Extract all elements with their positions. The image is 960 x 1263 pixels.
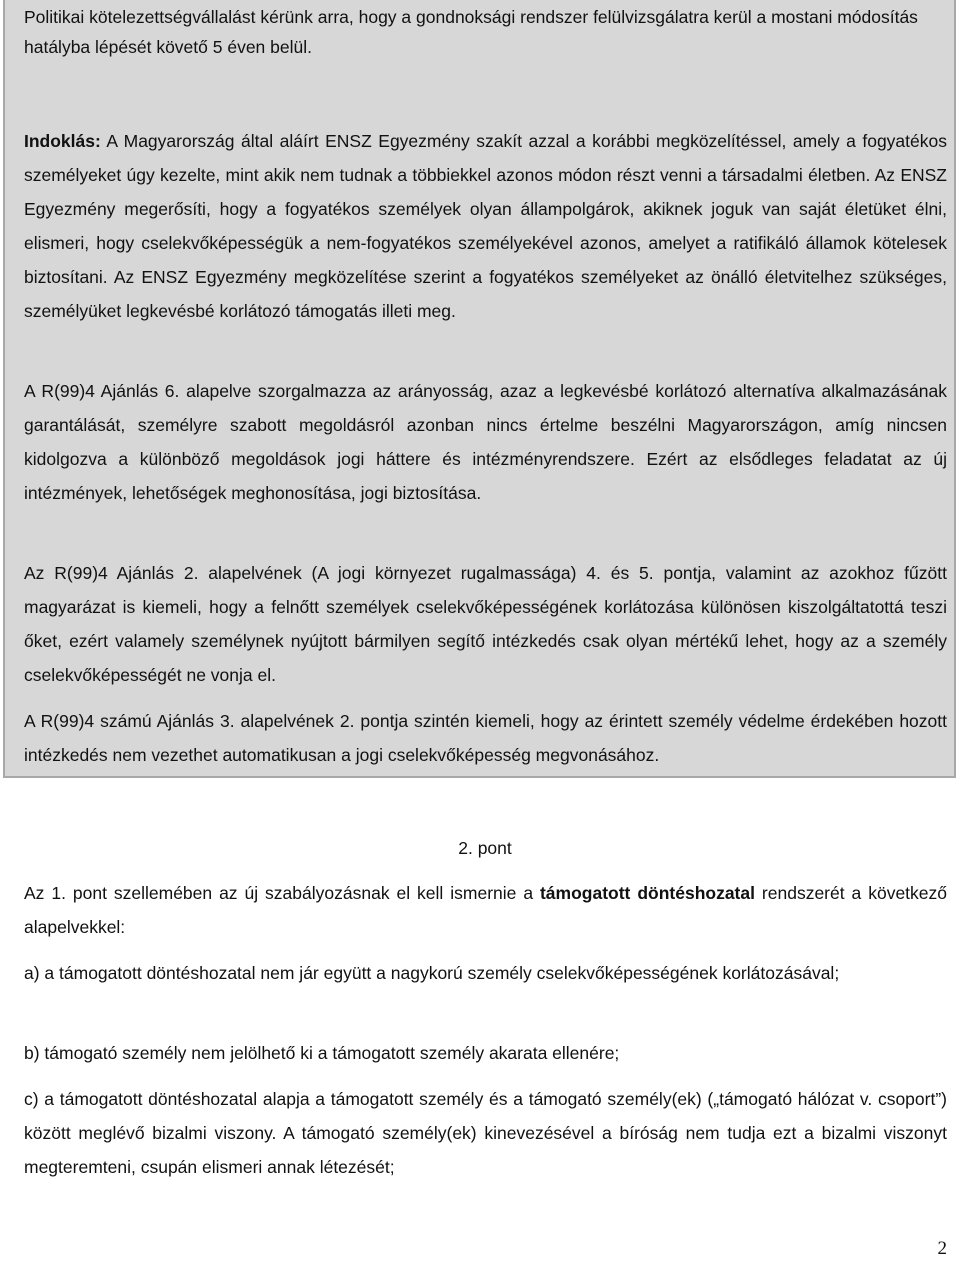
list-item-b: b) támogató személy nem jelölhető ki a támogatott személy akarata ellenére; <box>24 1043 620 1063</box>
intro-text-b: rendszerét a következő alapelvekkel: <box>24 883 947 937</box>
justification-text: A Magyarország által aláírt ENSZ Egyezmény szakít azzal a korábbi megközelítéssel, amely a fogyatékos személyeket úgy kezelte, mint akik nem tudnak a többiekkel azonos módon részt venni a társadalmi életben. Az ENSZ Egyezmény megerősíti, hogy a fogyatékos személyek olyan állampolgárok, akiknek joguk van saját életüket élni, elismeri, hogy cselekvőképességük a nem-fogyatékos személyekével azonos, amelyet a ratifikáló államok kötelesek biztosítani. Az ENSZ Egyezmény megközelítése szerint a fogyatékos személyeket az önálló életvitelhez szükséges, személyüket legkevésbé korlátozó támogatás illeti meg. <box>24 131 947 321</box>
page-number: 2 <box>937 1238 947 1259</box>
section-title: 2. pont <box>458 838 512 858</box>
list-item-a: a) a támogatott döntéshozatal nem jár együtt a nagykorú személy cselekvőképességének korlátozásával; <box>24 963 840 983</box>
intro-text-a: Az 1. pont szellemében az új szabályozásnak el kell ismernie a <box>24 883 540 903</box>
justification-label: Indoklás: <box>24 131 101 151</box>
justification-paragraph <box>24 124 947 328</box>
recommendation-3-paragraph: A R(99)4 számú Ajánlás 3. alapelvének 2. pontja szintén kiemeli, hogy az érintett személy védelme érdekében hozott intézkedés nem vezethet automatikusan a jogi cselekvőképesség megvonásához. <box>24 711 947 765</box>
commitment-paragraph: Politikai kötelezettségvállalást kérünk arra, hogy a gondnoksági rendszer felülvizsgálatra kerül a mostani módosítás hatályba lépését követő 5 éven belül. <box>24 7 918 57</box>
recommendation-2-paragraph: Az R(99)4 Ajánlás 2. alapelvének (A jogi környezet rugalmassága) 4. és 5. pontja, valamint az azokhoz fűzött magyarázat is kiemeli, hogy a felnőtt személyek cselekvőképességének korlátozása különösen kiszolgáltatottá teszi őket, ezért valamely személynek nyújtott bármilyen segítő intézkedés csak olyan mértékű lehet, hogy az a személy cselekvőképességét ne vonja el. <box>24 563 947 685</box>
recommendation-6-paragraph: A R(99)4 Ajánlás 6. alapelve szorgalmazza az arányosság, azaz a legkevésbé korlátozó alternatíva alkalmazásának garantálását, személyre szabott megoldásról azonban nincs értelme beszélni Magyarországon, amíg nincsen kidolgozva a különböző megoldások jogi háttere és intézményrendszere. Ezért az elsődleges feladatat az új intézmények, lehetőségek meghonosítása, jogi biztosítása. <box>24 381 947 503</box>
intro-paragraph <box>24 876 947 944</box>
intro-bold-term: támogatott döntéshozatal <box>539 883 755 903</box>
list-item-c: c) a támogatott döntéshozatal alapja a támogatott személy és a támogató személy(ek) („támogató hálózat v. csoport”) között meglévő bizalmi viszony. A támogató személy(ek) kinevezésével a bíróság nem tudja ezt a bizalmi viszonyt megteremteni, csupán elismeri annak létezését; <box>24 1089 947 1177</box>
